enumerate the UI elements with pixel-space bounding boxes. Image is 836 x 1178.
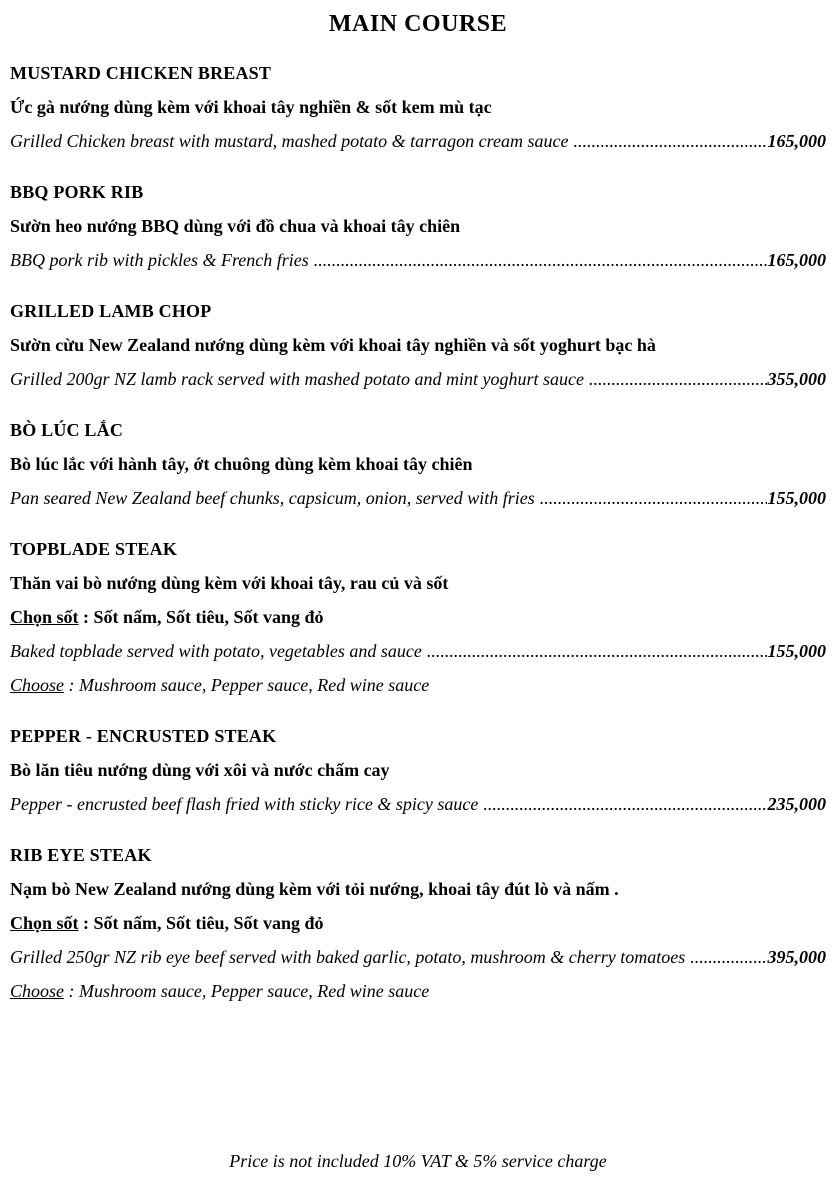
menu-item (10, 844, 826, 1002)
item-price-line (10, 487, 826, 509)
dot-leader (589, 368, 767, 390)
dot-leader (427, 640, 767, 662)
item-price: 235,000 (767, 794, 826, 814)
vat-service-note: Price is not included 10% VAT & 5% service charge (229, 1151, 607, 1171)
item-desc-vietnamese: Thăn vai bò nướng dùng kèm với khoai tây, rau củ và sốt (10, 573, 449, 593)
item-desc-english: BBQ pork rib with pickles & French fries (10, 250, 309, 270)
dot-leader (314, 249, 767, 271)
choose-sauce-line-vietnamese (10, 606, 826, 628)
menu-item (10, 181, 826, 271)
dot-leader (483, 793, 766, 815)
choose-sauce-label-vietnamese: Chọn sốt (10, 913, 79, 933)
choose-sauce-label-english: Choose (10, 675, 64, 695)
menu-item (10, 62, 826, 152)
item-price: 165,000 (767, 250, 826, 270)
item-desc-vietnamese: Nạm bò New Zealand nướng dùng kèm với tỏi nướng, khoai tây đút lò và nấm . (10, 879, 619, 899)
item-price: 355,000 (767, 369, 826, 389)
item-name: PEPPER - ENCRUSTED STEAK (10, 726, 277, 746)
dot-leader (690, 946, 766, 968)
item-price: 155,000 (767, 488, 826, 508)
item-desc-english: Pepper - encrusted beef flash fried with sticky rice & spicy sauce (10, 794, 479, 814)
item-price: 155,000 (767, 641, 826, 661)
menu-item (10, 725, 826, 815)
item-desc-english: Grilled Chicken breast with mustard, mashed potato & tarragon cream sauce (10, 131, 569, 151)
item-price-line (10, 368, 826, 390)
item-price-line (10, 249, 826, 271)
item-desc-english: Grilled 200gr NZ lamb rack served with mashed potato and mint yoghurt sauce (10, 369, 584, 389)
dot-leader (573, 130, 766, 152)
item-name: BÒ LÚC LẮC (10, 420, 124, 440)
choose-sauce-options-english: : Mushroom sauce, Pepper sauce, Red wine sauce (64, 675, 430, 695)
item-desc-vietnamese: Bò lăn tiêu nướng dùng với xôi và nước chấm cay (10, 760, 390, 780)
choose-sauce-label-english: Choose (10, 981, 64, 1001)
item-price-line (10, 946, 826, 968)
menu-item (10, 300, 826, 390)
item-desc-english: Pan seared New Zealand beef chunks, capsicum, onion, served with fries (10, 488, 535, 508)
item-name: BBQ PORK RIB (10, 182, 144, 202)
item-desc-vietnamese: Sườn heo nướng BBQ dùng với đồ chua và khoai tây chiên (10, 216, 461, 236)
dot-leader (540, 487, 767, 509)
choose-sauce-line-english (10, 674, 826, 696)
choose-sauce-line-vietnamese (10, 912, 826, 934)
choose-sauce-options-vietnamese: : Sốt nấm, Sốt tiêu, Sốt vang đỏ (78, 913, 324, 933)
item-desc-english: Baked topblade served with potato, vegetables and sauce (10, 641, 422, 661)
item-price-line (10, 130, 826, 152)
menu-item (10, 538, 826, 696)
choose-sauce-line-english (10, 980, 826, 1002)
item-price: 395,000 (767, 947, 826, 967)
choose-sauce-options-vietnamese: : Sốt nấm, Sốt tiêu, Sốt vang đỏ (78, 607, 324, 627)
item-price-line (10, 793, 826, 815)
item-desc-vietnamese: Bò lúc lắc với hành tây, ớt chuông dùng kèm khoai tây chiên (10, 454, 473, 474)
item-price: 165,000 (767, 131, 826, 151)
choose-sauce-label-vietnamese: Chọn sốt (10, 607, 79, 627)
page-title: MAIN COURSE (328, 11, 508, 37)
item-desc-vietnamese: Sườn cừu New Zealand nướng dùng kèm với khoai tây nghiền và sốt yoghurt bạc hà (10, 335, 656, 355)
menu-item (10, 419, 826, 509)
item-name: MUSTARD CHICKEN BREAST (10, 63, 272, 83)
item-desc-english: Grilled 250gr NZ rib eye beef served with baked garlic, potato, mushroom & cherry tomatoes (10, 947, 686, 967)
item-price-line (10, 640, 826, 662)
choose-sauce-options-english: : Mushroom sauce, Pepper sauce, Red wine sauce (64, 981, 430, 1001)
item-desc-vietnamese: Ức gà nướng dùng kèm với khoai tây nghiền & sốt kem mù tạc (10, 97, 492, 117)
item-name: GRILLED LAMB CHOP (10, 301, 212, 321)
item-name: TOPBLADE STEAK (10, 539, 178, 559)
item-name: RIB EYE STEAK (10, 845, 152, 865)
